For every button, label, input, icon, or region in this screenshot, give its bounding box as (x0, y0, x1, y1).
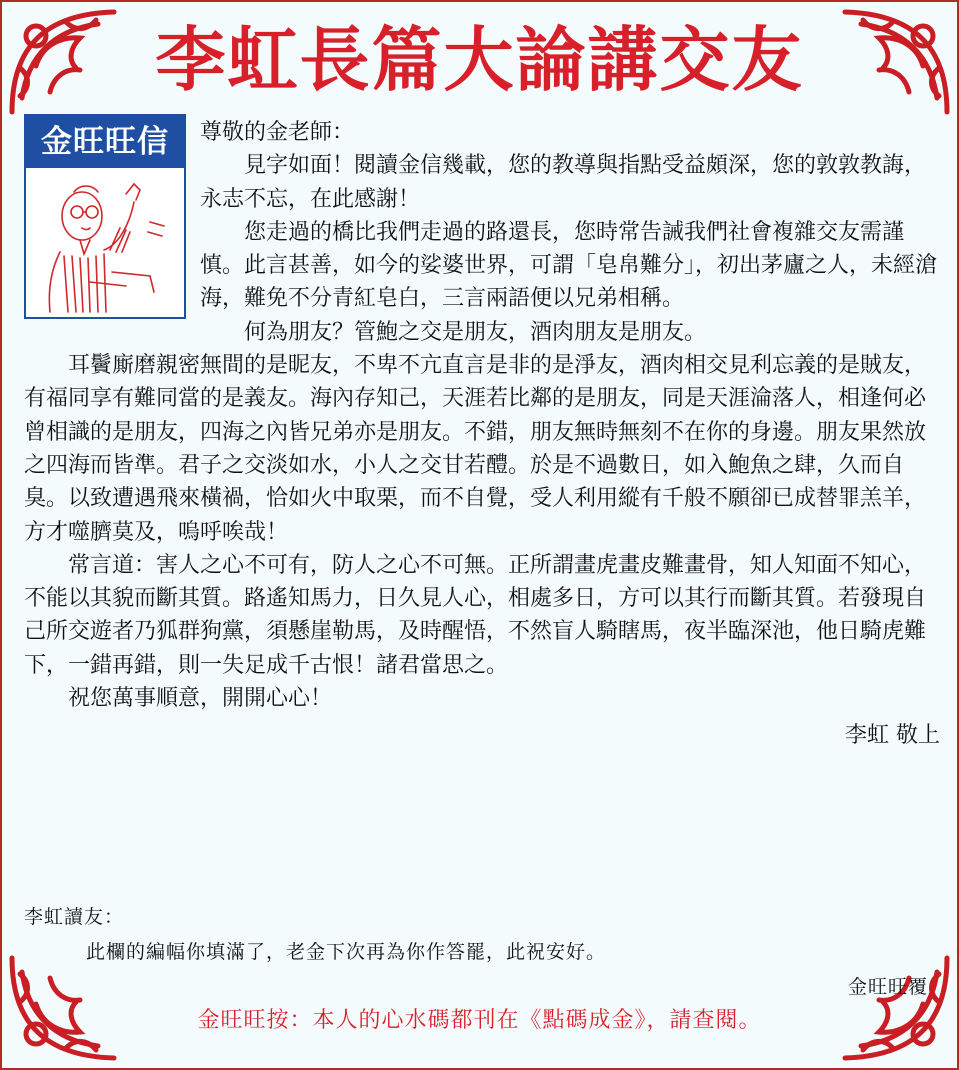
letter-paragraph: 常言道：害人之心不可有，防人之心不可無。正所謂畫虎畫皮難畫骨，知人知面不知心，不能以其貌而斷其質。路遙知馬力，日久見人心，相處多日，方可以其行而斷其質。若發現自己所交遊者乃狐群狗黨，須懸崖勒馬，及時醒悟，不然盲人騎瞎馬，夜半臨深池，他日騎虎難下，一錯再錯，則一失足成千古恨！諸君當思之。 (24, 552, 927, 678)
letter-paragraph: 見字如面！閱讀金信幾載，您的教導與指點受益頗深，您的敦敦教誨，永志不忘，在此感謝！ (200, 153, 927, 212)
letter-greeting: 尊敬的金老師： (200, 120, 355, 145)
article-title: 李虹長篇大論講交友 (155, 19, 804, 101)
column-logo-box (24, 114, 186, 319)
teacher-illustration (30, 172, 180, 314)
reply-signature: 金旺旺覆 (847, 976, 928, 998)
letter-paragraph: 祝您萬事順意，開開心心！ (68, 686, 333, 712)
reply-body: 此欄的編幅你填滿了，老金下次再為你作答罷，此祝安好。 (86, 941, 607, 963)
column-name: 金旺旺信箱 (26, 116, 184, 168)
reply-salutation: 李虹讀友： (24, 906, 125, 928)
letter-paragraph: 耳鬢廝磨親密無間的是昵友，不卑不亢直言是非的是淨友，酒肉相交見利忘義的是賊友，有福同享有難同當的是義友。海內存知己，天涯若比鄰的是朋友，同是天涯淪落人，相逢何必曾相識的是朋友，四海之內皆兄弟亦是朋友。不錯，朋友無時無刻不在你的身邊。朋友果然放之四海而皆準。君子之交淡如水，小人之交甘若醴。於是不過數日，如入鮑魚之肆，久而自臭。以致遭遇飛來橫禍，恰如火中取栗，而不自覺，受人利用縱有千般不願卻已成替罪羔羊，方才噬臍莫及，嗚呼唉哉！ (24, 353, 927, 545)
letter-signature: 李虹 敬上 (845, 723, 940, 749)
editor-note: 金旺旺按：本人的心水碼都刊在《點碼成金》，請查閱。 (197, 1008, 762, 1033)
letter-paragraph: 您走過的橋比我們走過的路還長，您時常告誡我們社會複雜交友需謹慎。此言甚善，如今的娑婆世界，可謂「皂帛難分」，初出茅廬之人，未經滄海，難免不分青紅皂白，三言兩語便以兄弟相稱。 (200, 219, 938, 312)
editor-reply (24, 900, 940, 1005)
letter-paragraph: 何為朋友？管鮑之交是朋友，酒肉朋友是朋友。 (244, 319, 707, 345)
